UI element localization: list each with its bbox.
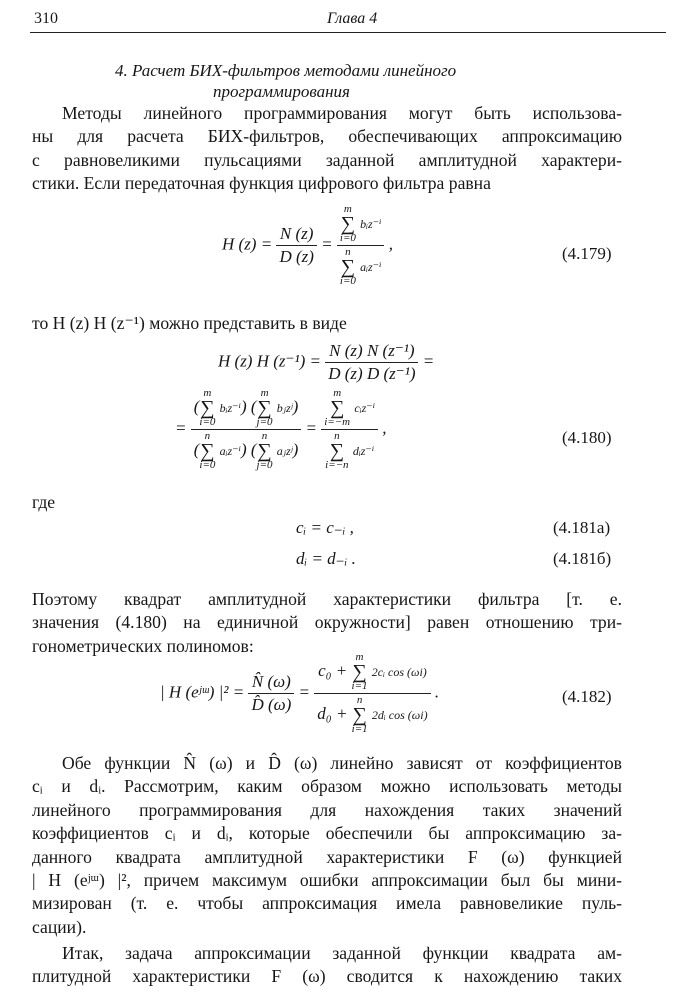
- paragraph-2: [32, 588, 622, 658]
- sum-fraction: [337, 204, 385, 287]
- equation-number: (4.182): [562, 687, 612, 706]
- page-number: 310: [34, 10, 58, 27]
- paragraph-line: Обе функции N̂ (ω) и D̂ (ω) линейно зависят от коэффициентов: [62, 753, 622, 773]
- fraction-numerator: N (z): [276, 224, 316, 246]
- equation-4-180-line-2: = ( m ∑ i=0 bᵢz⁻ⁱ) ( m ∑ j=0 bⱼzʲ) ( n ∑ i=0 aᵢz⁻ⁱ) ( n ∑ j=0 aⱼzʲ) = m ∑ i=−m cᵢz⁻ⁱ n ∑ i=−n dᵢz⁻ⁱ ,: [175, 387, 387, 471]
- sum-symbol: n ∑ i=0: [339, 246, 356, 287]
- equation-number: (4.179): [562, 244, 612, 263]
- paragraph-line: сации).: [32, 916, 87, 937]
- fraction: [276, 224, 316, 267]
- section-title: [115, 60, 575, 102]
- equation-4-179: H (z) = $\frac{N (z)}{D (z)}$ = m ∑ i=0 bᵢz⁻ⁱ n ∑ i=0 aᵢz⁻ⁱ ,: [222, 203, 393, 287]
- paragraph-line: гонометрических полиномов:: [32, 635, 254, 656]
- paragraph-line: коэффициентов cᵢ и dᵢ, которые обеспечили бы аппроксимацию за-: [32, 823, 622, 844]
- equation-4-181b: dᵢ = d₋ᵢ .: [296, 549, 356, 568]
- page-header: [30, 10, 670, 32]
- between-text: то H (z) H (z⁻¹) можно представить в виде: [32, 313, 347, 333]
- equation-number: (4.181б): [553, 549, 612, 568]
- sum-fraction: c₀ + m ∑ i=1 2cᵢ cos (ωi) d₀ + n ∑ i=1 2dᵢ cos (ωi): [314, 652, 430, 735]
- sum-symbol: m ∑ i=0: [199, 387, 216, 428]
- paragraph-line: значения (4.180) на единичной окружности] равен отношению три-: [32, 612, 622, 633]
- fraction: $\frac{\text{N (z) N (z⁻¹)}}{\text{D (z) D (z⁻¹)}}$: [325, 341, 418, 384]
- sum-symbol: m ∑ i=0: [339, 203, 356, 244]
- paragraph-line: cᵢ и dᵢ. Рассмотрим, каким образом можно использовать методы: [32, 776, 622, 797]
- sum-symbol: m ∑ i=−m: [324, 387, 351, 428]
- section-title-line-1: 4. Расчет БИХ-фильтров методами линейного: [115, 61, 457, 80]
- where-word: где: [32, 492, 56, 512]
- paragraph-1: [32, 102, 622, 196]
- equation-number: (4.180): [562, 428, 612, 447]
- sum-term: aᵢz⁻ⁱ: [360, 259, 382, 274]
- sum-symbol: n ∑ i=−n: [325, 430, 349, 471]
- eq-lhs: H (z) =: [222, 234, 273, 254]
- sum-symbol: m ∑ j=0: [256, 387, 273, 428]
- sum-symbol: n ∑ i=0: [199, 430, 216, 471]
- paragraph-line: | H (eʲᵚ) |², причем максимум ошибки аппроксимации был бы мини-: [32, 870, 622, 891]
- sum-symbol: n ∑ j=0: [256, 430, 273, 471]
- running-head: Глава 4: [327, 10, 378, 27]
- paragraph-line: линейного программирования для нахождения таких значений: [32, 799, 622, 820]
- header-rule: [30, 32, 666, 33]
- equation-4-181a: cᵢ = c₋ᵢ ,: [296, 518, 354, 537]
- paragraph-line: Поэтому квадрат амплитудной характеристики фильтра [т. е.: [32, 589, 622, 609]
- paragraph-line: данного квадрата амплитудной характеристики F (ω) функцией: [32, 846, 622, 867]
- paragraph-line: мизирован (т. е. чтобы аппроксимация имела равновеликие пуль-: [32, 893, 622, 914]
- fraction-denominator: D (z): [279, 247, 314, 266]
- sum-term: bᵢz⁻ⁱ: [360, 216, 382, 231]
- paragraph-line: стики. Если передаточная функция цифрового фильтра равна: [32, 173, 491, 194]
- sum-symbol: m ∑ i=1: [351, 651, 368, 692]
- paragraph-line: Методы линейного программирования могут быть использова-: [62, 103, 622, 123]
- sum-symbol: n ∑ i=1: [351, 694, 368, 735]
- paragraph-line: с равновеликими пульсациями заданной амплитудной характери-: [32, 149, 622, 170]
- equation-4-180-line-1: H (z) H (z⁻¹) = $\frac{\text{N (z) N (z⁻¹)}}{\text{D (z) D (z⁻¹)}}$ =: [218, 341, 435, 383]
- equation-4-182: | H (eʲᵚ) |² = $\frac{N̂ (\omega)}{D̂ (\omega)}$ = c₀ + m ∑ i=1 2cᵢ cos (ωi) d₀ + n ∑ i=1 2dᵢ cos (ωi) .: [160, 651, 440, 735]
- fraction: $\frac{N̂ (\omega)}{D̂ (\omega)}$: [248, 672, 294, 715]
- paragraph-4: [32, 942, 622, 989]
- paragraph-line: плитудной характеристики F (ω) сводится к нахождению таких: [32, 966, 622, 987]
- equation-number: (4.181a): [553, 518, 611, 537]
- paragraph-3: [32, 752, 622, 939]
- product-fraction: ( m ∑ i=0 bᵢz⁻ⁱ) ( m ∑ j=0 bⱼzʲ) ( n ∑ i=0 aᵢz⁻ⁱ) ( n ∑ j=0 aⱼzʲ): [191, 388, 302, 471]
- paragraph-line: ны для расчета БИХ-фильтров, обеспечивающих аппроксимацию: [32, 126, 622, 147]
- section-title-line-2: программирования: [213, 82, 350, 101]
- sum-fraction: m ∑ i=−m cᵢz⁻ⁱ n ∑ i=−n dᵢz⁻ⁱ: [321, 388, 378, 471]
- paragraph-line: Итак, задача аппроксимации заданной функции квадрата ам-: [62, 943, 622, 963]
